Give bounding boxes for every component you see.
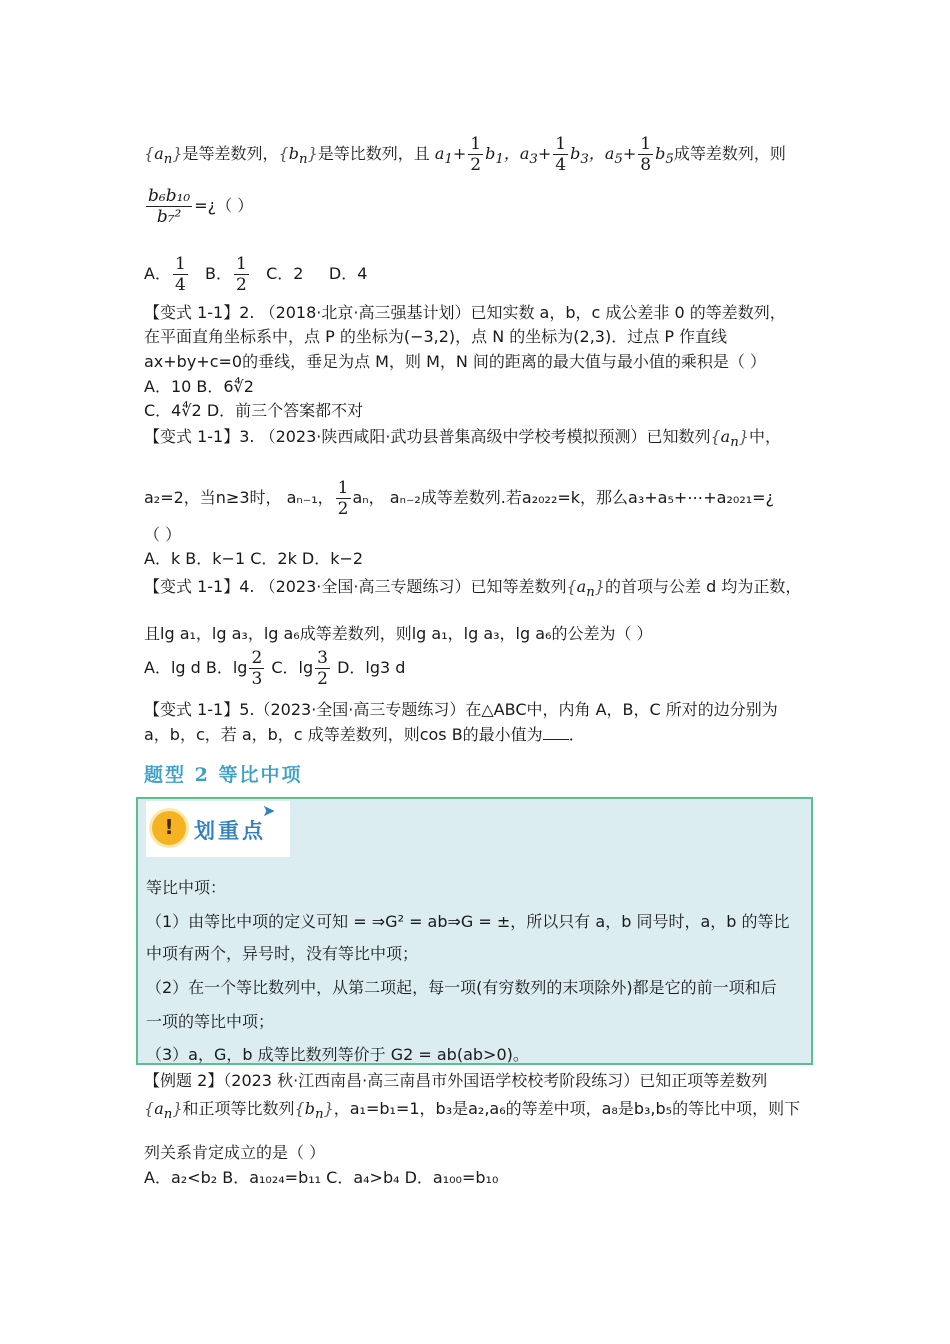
example-line2: $\{a_n\}$和正项等比数列$\{b_n\}$，a₁=b₁=1，b₃是a₂,a₆的等差中项，a₈是b₃,b₅的等比中项，则下 <box>144 1099 801 1123</box>
box-p2-a: （2）在一个等比数列中，从第二项起，每一项(有穷数列的末项除外)都是它的前一项和后 <box>146 978 777 997</box>
q2-line4: A．10 B．6∜2 <box>144 377 254 396</box>
badge-label: 划重点 <box>194 819 266 843</box>
q4-line1: 【变式 1-1】4. （2023·全国·高三专题练习）已知等差数列$\{a_n\}$的首项与公差 d 均为正数， <box>144 577 802 601</box>
example-line1: 【例题 2】（2023 秋·江西南昌·高三南昌市外国语学校校考阶段练习）已知正项等差数列 <box>144 1071 768 1090</box>
box-p1-a: （1）由等比中项的定义可知 = ⇒G² = ab⇒G = ±，所以只有 a，b 同号时，a，b 的等比 <box>146 912 790 931</box>
lightbulb-icon: ! <box>152 811 186 845</box>
q3-line3: （ ） <box>144 525 182 544</box>
section-heading: 题型 2 等比中项 <box>144 764 303 786</box>
seq-b: b <box>288 144 299 163</box>
key-point-badge <box>146 801 290 857</box>
q0-ratio-tail: =¿（ ） <box>194 196 254 215</box>
q3-line4: A．k B．k−1 C．2k D．k−2 <box>144 549 364 568</box>
box-title: 等比中项： <box>146 878 227 897</box>
q0-text-arith: 是等差数列， <box>182 144 279 163</box>
paper-plane-icon: ➤ <box>262 801 276 820</box>
q0-text-tail: 成等差数列，则 <box>673 144 786 163</box>
q2-line3: ax+by+c=0的垂线，垂足为点 M，则 M，N 间的距离的最大值与最小值的乘积是（ ） <box>144 352 767 371</box>
box-p3: （3）a，G，b 成等比数列等价于 G2 = ab(ab>0)。 <box>146 1045 529 1064</box>
q3-line2: a₂=2，当n≥3时， aₙ₋₁， $\frac{1}{2}$ aₙ， aₙ₋₂成等差数列.若a₂₀₂₂=k，那么a₃+a₅+⋯+a₂₀₂₁=¿ <box>144 478 775 519</box>
q4-line2: 且lg a₁，lg a₃，lg a₆成等差数列，则lg a₁，lg a₃，lg a₆的公差为（ ） <box>144 624 653 643</box>
example-line4: A．a₂<b₂ B．a₁₀₂₄=b₁₁ C．a₄>b₄ D．a₁₀₀=b₁₀ <box>144 1168 499 1187</box>
q5-line2: a，b，c，若 a，b，c 成等差数列，则cos B的最小值为 ． <box>144 725 585 744</box>
q0-line1: $\{a_n\}$是等差数列，$\{b_n\}$是等比数列，且 $a_1+$ $\frac{1}{2}$ $b_1$，$a_3+$ $\frac{1}{4}$ $b_3$，$a_5+$ $\frac{1}{8}$ $b_5$成等差数列，则 <box>144 134 786 175</box>
q2-line5: C．4∜2 D．前三个答案都不对 <box>144 401 364 420</box>
q2-line1: 【变式 1-1】2. （2018·北京·高三强基计划）已知实数 a，b，c 成公差非 0 的等差数列， <box>144 303 786 322</box>
q3-line1: 【变式 1-1】3. （2023·陕西咸阳·武功县普集高级中学校考模拟预测）已知数列$\{a_n\}$中， <box>144 427 781 451</box>
q0-choices: A． $\frac{1}{4}$ B． $\frac{1}{2}$ C．2 D．4 <box>144 254 368 295</box>
q2-line2: 在平面直角坐标系中，点 P 的坐标为(−3,2)，点 N 的坐标为(2,3)．过点 P 作直线 <box>144 327 728 346</box>
ratio-fraction: $\frac{\text{b₆b₁₀}}{\text{b₇²}}$ <box>148 186 191 227</box>
q0-line2 <box>144 186 253 227</box>
answer-blank <box>543 725 569 740</box>
q4-choices: A．lg d B．lg $\frac{2}{3}$ C．lg $\frac{3}{2}$ D．lg3 d <box>144 648 406 689</box>
box-p2-b: 一项的等比中项； <box>146 1012 275 1031</box>
seq-a: a <box>154 144 164 163</box>
example-line3: 列关系肯定成立的是（ ） <box>144 1143 326 1162</box>
q0-text-geom: 是等比数列，且 <box>317 144 430 163</box>
box-p1-b: 中项有两个，异号时，没有等比中项； <box>146 944 419 963</box>
q5-line1: 【变式 1-1】5.（2023·全国·高三专题练习）在△ABC中，内角 A，B，C 所对的边分别为 <box>144 700 778 719</box>
key-point-box <box>136 797 813 1065</box>
